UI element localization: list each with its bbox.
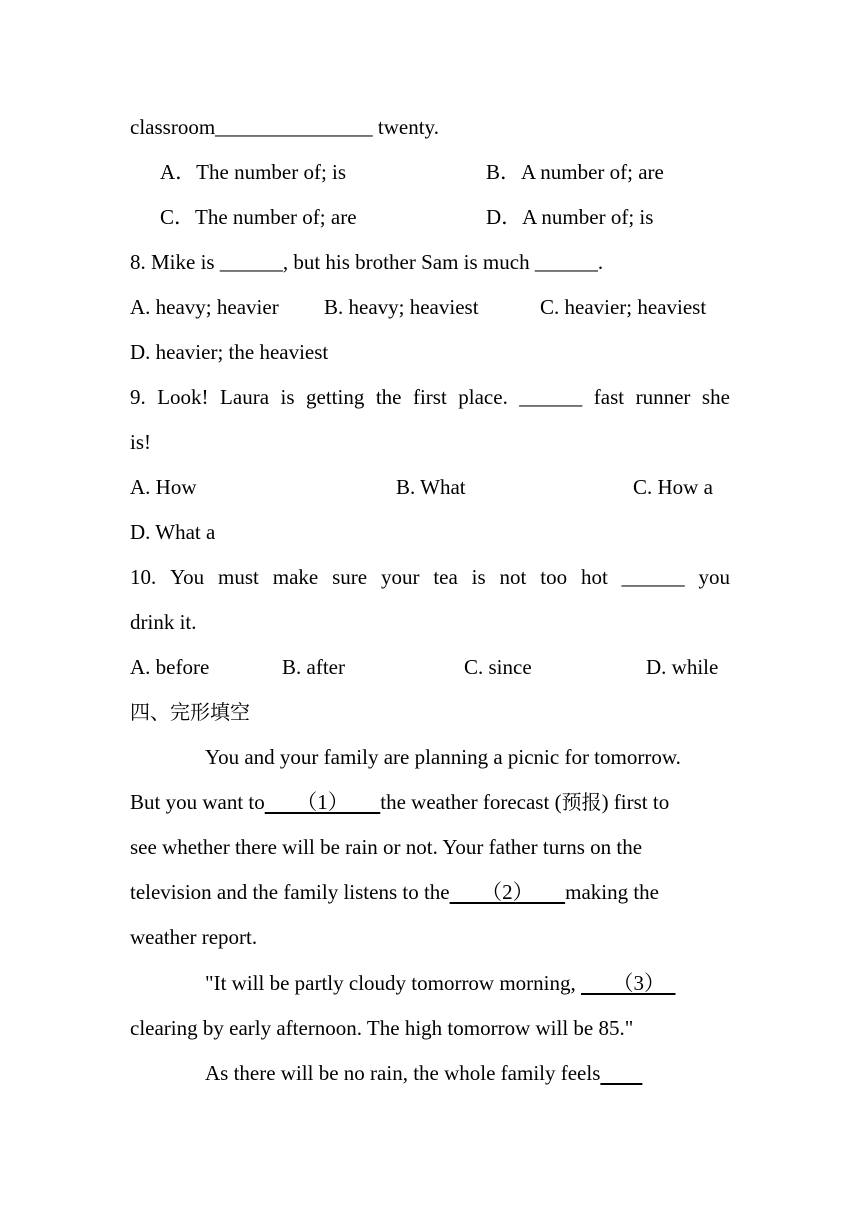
q10-stem: [130, 562, 730, 592]
q9-word: 9.: [130, 385, 146, 409]
q9-blank: ______: [519, 385, 583, 409]
q8-option-b: B. heavy; heaviest: [324, 295, 479, 319]
q9-word: runner: [635, 385, 691, 409]
q10-word: is: [471, 565, 486, 589]
q9-word: Look!: [157, 385, 209, 409]
passage-line: [205, 968, 676, 998]
q9-option-c: C. How a: [633, 475, 713, 499]
q9-stem-end: is!: [130, 430, 151, 454]
q9-stem: [130, 382, 730, 412]
blank-1: （1）: [264, 790, 381, 814]
q8-option-a: A. heavy; heavier: [130, 295, 279, 319]
q7-option-b: B．A number of; are: [486, 160, 664, 184]
q8-stem: 8. Mike is ______, but his brother Sam is much ______.: [130, 250, 604, 274]
passage-text: But you want to: [130, 790, 265, 814]
passage-line: [130, 877, 659, 907]
q9-word: getting: [306, 385, 365, 409]
passage-line: [130, 787, 669, 817]
section-heading: 四、完形填空: [130, 700, 250, 724]
q9-option-d: D. What a: [130, 520, 216, 544]
passage-line: see whether there will be rain or not. Your father turns on the: [130, 835, 643, 859]
blank-4: [600, 1061, 642, 1085]
q9-option-b: B. What: [396, 475, 466, 499]
q8-option-c: C. heavier; heaviest: [540, 295, 707, 319]
blank-2: （2）: [449, 880, 566, 904]
q10-option-a: A. before: [130, 655, 210, 679]
q9-word: first: [412, 385, 447, 409]
q10-option-c: C. since: [464, 655, 532, 679]
q10-word: You: [170, 565, 205, 589]
q9-word: the: [375, 385, 402, 409]
passage-text: ) first to: [601, 790, 670, 814]
q10-word: your: [380, 565, 420, 589]
q7-stem-tail: classroom_______________ twenty.: [130, 115, 439, 139]
q10-stem-end: drink it.: [130, 610, 197, 634]
q9-word: she: [701, 385, 730, 409]
passage-line: clearing by early afternoon. The high tomorrow will be 85.": [130, 1016, 634, 1040]
q9-word: is: [280, 385, 295, 409]
q7-option-a: A．The number of; is: [160, 160, 347, 184]
q7-option-c: C．The number of; are: [160, 205, 357, 229]
q10-word: tea: [433, 565, 458, 589]
q10-word: you: [698, 565, 730, 589]
q10-option-b: B. after: [282, 655, 345, 679]
passage-text: making the: [565, 880, 660, 904]
q8-option-d: D. heavier; the heaviest: [130, 340, 329, 364]
passage-text: television and the family listens to the: [130, 880, 450, 904]
q10-word: too: [540, 565, 568, 589]
q10-word: make: [272, 565, 319, 589]
q10-blank: ______: [621, 565, 685, 589]
passage-cjk-note: 预报: [561, 790, 602, 814]
passage-text: As there will be no rain, the whole family feels: [205, 1061, 601, 1085]
q10-option-d: D. while: [646, 655, 719, 679]
q9-word: fast: [593, 385, 625, 409]
passage-line: weather report.: [130, 925, 258, 949]
passage-line: You and your family are planning a picnic for tomorrow.: [205, 745, 681, 769]
q7-option-d: D．A number of; is: [486, 205, 654, 229]
q9-word: Laura: [220, 385, 270, 409]
q9-option-a: A. How: [130, 475, 197, 499]
blank-3: （3）: [581, 971, 676, 995]
q10-word: hot: [580, 565, 608, 589]
q10-word: not: [499, 565, 527, 589]
q10-word: 10.: [130, 565, 157, 589]
q10-word: must: [218, 565, 259, 589]
q9-word: place.: [458, 385, 508, 409]
passage-text: "It will be partly cloudy tomorrow morning,: [205, 971, 582, 995]
passage-line: [205, 1058, 642, 1088]
passage-text: the weather forecast (: [380, 790, 562, 814]
q10-word: sure: [332, 565, 368, 589]
